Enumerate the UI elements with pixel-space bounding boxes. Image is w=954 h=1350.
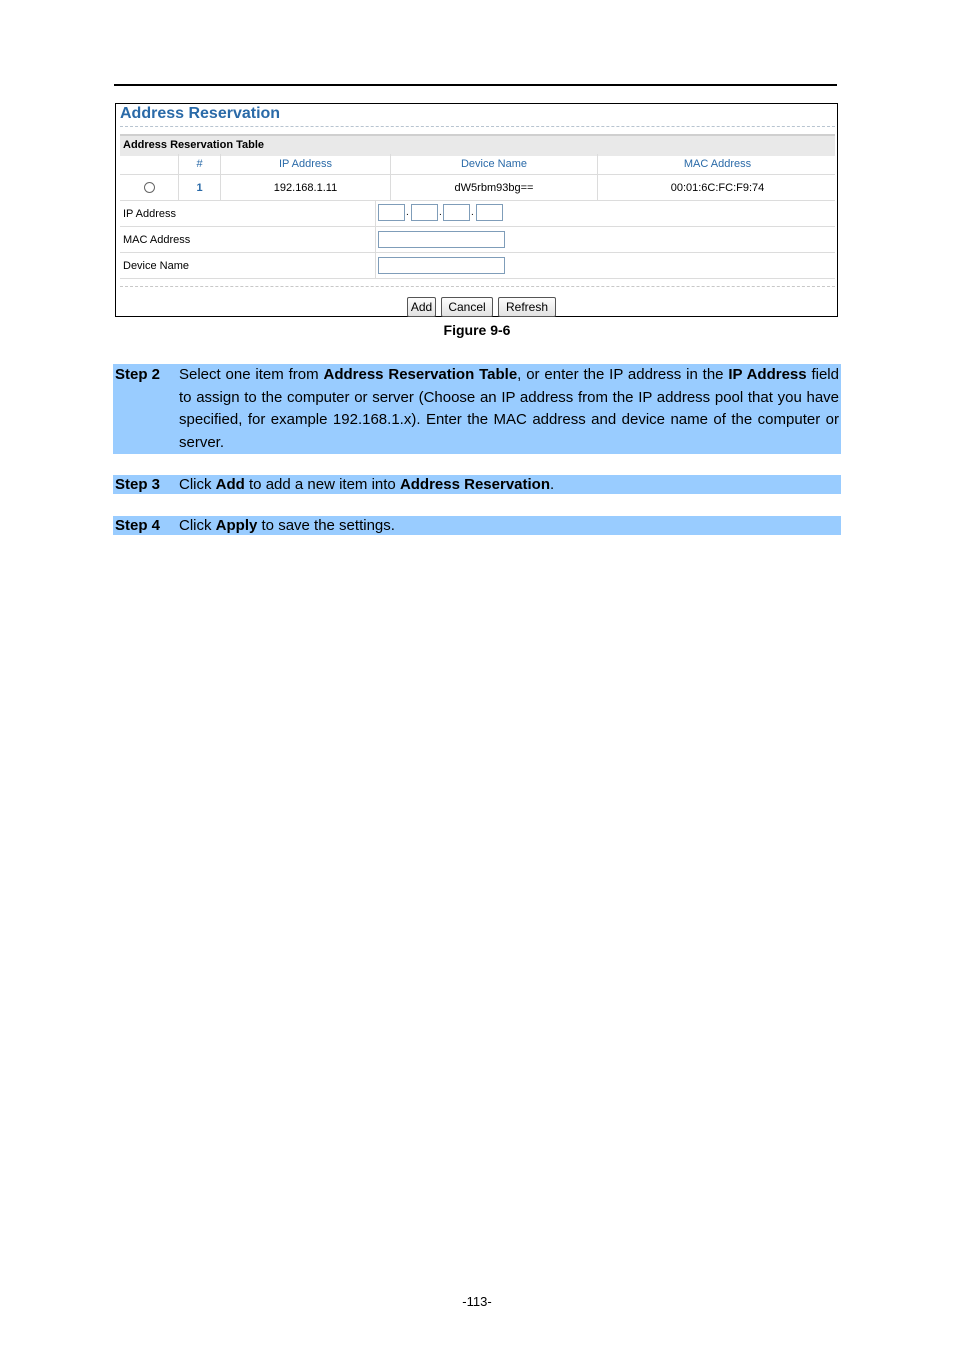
form-separator (375, 227, 376, 252)
table-title: Address Reservation Table (123, 139, 265, 151)
row-mac-address: 00:01:6C:FC:F9:74 (670, 181, 765, 194)
step-text (179, 516, 839, 535)
ip-octet-4-input[interactable] (476, 204, 503, 221)
table-row (120, 175, 835, 201)
title-divider (120, 126, 835, 127)
ip-dot: . (471, 207, 474, 218)
mac-address-input[interactable] (378, 231, 505, 248)
add-button[interactable]: Add (407, 297, 436, 317)
step-bold-term: Add (215, 476, 245, 493)
form-separator (375, 201, 376, 226)
row-select-cell (120, 175, 179, 200)
step-text (179, 475, 839, 494)
address-reservation-panel (115, 103, 838, 317)
column-header-ip: IP Address (221, 154, 391, 174)
cancel-button[interactable]: Cancel (441, 297, 493, 317)
panel-title: Address Reservation (120, 105, 281, 122)
device-name-form-row (120, 253, 835, 279)
button-divider (120, 286, 835, 287)
device-name-label: Device Name (123, 259, 190, 272)
step-text-run: to save the settings. (257, 517, 395, 534)
page-number: -113- (462, 1294, 492, 1309)
step-bold-term: IP Address (728, 366, 807, 383)
mac-address-label: MAC Address (123, 233, 191, 246)
table-header-bar (120, 134, 835, 156)
step-label: Step 4 (115, 517, 161, 534)
ip-dot: . (406, 207, 409, 218)
step-text-run: field to assign to the computer or server (Choose an IP address from the IP address pool that you have specified, for example 192.168.1.x). Enter the MAC address and device name of the computer or server. (179, 366, 839, 451)
row-ip-address: 192.168.1.11 (221, 175, 391, 200)
device-name-input[interactable] (378, 257, 505, 274)
row-select-radio[interactable] (144, 182, 155, 193)
step-text-run: . (550, 476, 555, 493)
ip-octet-3-input[interactable] (443, 204, 470, 221)
step-bold-term: Address Reservation Table (323, 366, 518, 383)
column-header-number: # (179, 154, 221, 174)
ip-octet-2-input[interactable] (411, 204, 438, 221)
table-column-header-row (120, 154, 835, 175)
step-text-run: to add a new item into (244, 476, 400, 493)
step-text-run: Select one item from (179, 366, 324, 383)
header-rule (114, 84, 837, 86)
refresh-button[interactable]: Refresh (498, 297, 556, 317)
column-header-device: Device Name (391, 154, 598, 174)
step-text-run: Click (179, 517, 216, 534)
step-label: Step 3 (115, 476, 161, 493)
step-2-box (113, 364, 841, 454)
step-bold-term: Address Reservation (399, 476, 550, 493)
column-header-mac: MAC Address (683, 158, 752, 170)
row-number: 1 (179, 175, 221, 200)
step-4-box (113, 516, 841, 535)
ip-address-label: IP Address (123, 207, 176, 220)
ip-dot: . (439, 207, 442, 218)
ip-octet-1-input[interactable] (378, 204, 405, 221)
row-device-name: dW5rbm93bg== (391, 175, 598, 200)
step-label: Step 2 (115, 366, 161, 383)
step-bold-term: Apply (215, 517, 258, 534)
form-separator (375, 253, 376, 278)
step-text-run: Click (179, 476, 216, 493)
step-text (179, 364, 839, 454)
ip-address-form-row (120, 201, 835, 227)
figure-caption: Figure 9-6 (443, 322, 511, 338)
select-column-header (120, 154, 179, 174)
step-3-box (113, 475, 841, 494)
mac-address-form-row (120, 227, 835, 253)
step-text-run: , or enter the IP address in the (517, 366, 729, 383)
